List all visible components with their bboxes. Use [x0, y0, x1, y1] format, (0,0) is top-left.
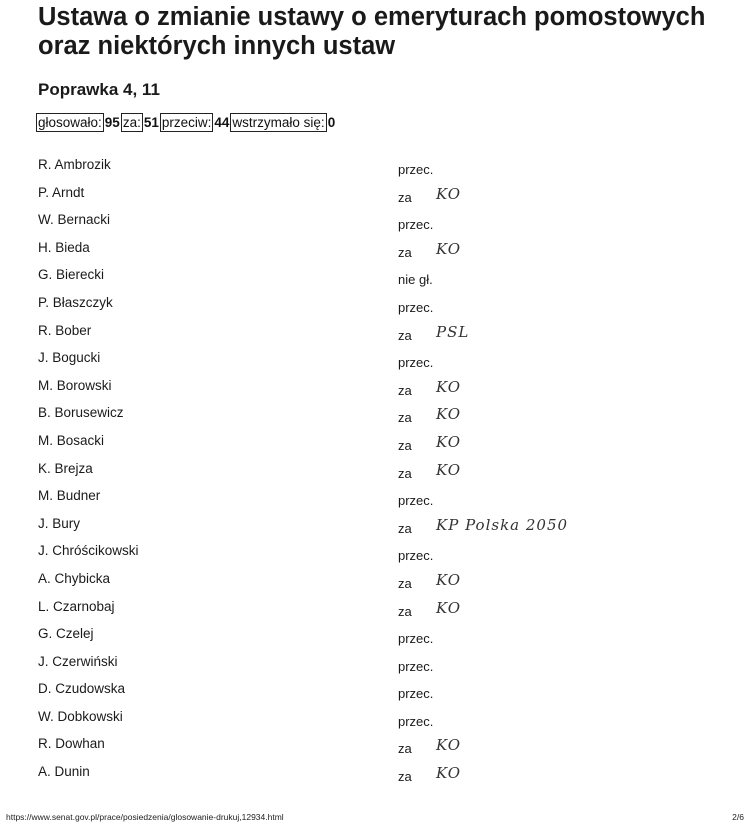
vote-value: przec.: [398, 217, 434, 233]
senator-name: J. Bury: [38, 515, 81, 531]
vote-value: za: [398, 410, 412, 426]
senator-name: R. Dowhan: [38, 736, 105, 752]
vote-row: [38, 736, 598, 764]
handwritten-club-note: KO: [436, 432, 462, 451]
against-count: 44: [214, 115, 230, 130]
senator-name: R. Ambrozik: [38, 157, 111, 172]
vote-row: [38, 212, 598, 240]
vote-list: [38, 157, 598, 792]
handwritten-club-note: KO: [436, 405, 462, 424]
vote-row: [38, 267, 598, 295]
handwritten-club-note: KO: [436, 239, 462, 258]
senator-name: R. Bober: [38, 322, 92, 338]
senator-name: P. Błaszczyk: [38, 294, 113, 310]
vote-value: za: [398, 437, 412, 453]
vote-value: przec.: [398, 162, 434, 177]
handwritten-club-note: PSL: [436, 322, 470, 341]
vote-row: [38, 764, 598, 792]
vote-value: za: [398, 769, 412, 785]
handwritten-club-note: KO: [436, 736, 462, 755]
vote-row: [38, 516, 598, 544]
senator-name: W. Dobkowski: [38, 708, 123, 724]
voted-count: 95: [104, 115, 120, 130]
vote-row: [38, 461, 598, 489]
senator-name: P. Arndt: [38, 184, 85, 200]
voted-label: głosowało:: [38, 115, 102, 130]
vote-row: [38, 295, 598, 323]
senator-name: G. Bierecki: [38, 267, 105, 283]
handwritten-club-note: KO: [436, 377, 462, 396]
vote-row: [38, 378, 598, 406]
for-count: 51: [143, 115, 159, 130]
vote-row: [38, 433, 598, 461]
vote-value: przec.: [398, 355, 434, 371]
vote-value: za: [398, 244, 412, 260]
vote-value: przec.: [398, 548, 434, 564]
vote-row: [38, 185, 598, 213]
vote-row: [38, 571, 598, 599]
vote-value: za: [398, 575, 412, 591]
senator-name: K. Brejza: [38, 460, 93, 476]
document-title: Ustawa o zmianie ustawy o emeryturach pomostowych oraz niektórych innych ustaw: [38, 3, 706, 60]
vote-value: nie gł.: [398, 272, 433, 288]
vote-row: [38, 405, 598, 433]
senator-name: J. Chróścikowski: [38, 543, 139, 559]
vote-row: [38, 681, 598, 709]
vote-summary: [36, 113, 336, 132]
vote-row: [38, 350, 598, 378]
vote-value: za: [398, 189, 412, 205]
vote-row: [38, 626, 598, 654]
abstain-label: wstrzymało się:: [232, 115, 325, 130]
vote-value: przec.: [398, 658, 434, 674]
vote-value: za: [398, 465, 412, 481]
senator-name: D. Czudowska: [38, 681, 126, 697]
vote-row: [38, 240, 598, 268]
senator-name: B. Borusewicz: [38, 405, 124, 421]
handwritten-club-note: KO: [436, 598, 462, 617]
vote-value: za: [398, 382, 412, 398]
abstain-count: 0: [327, 115, 336, 130]
senator-name: A. Dunin: [38, 764, 90, 780]
handwritten-club-note: KO: [436, 570, 462, 589]
senator-name: H. Bieda: [38, 239, 90, 255]
handwritten-club-note: KO: [436, 764, 462, 783]
against-label: przeciw:: [161, 115, 212, 130]
vote-row: [38, 488, 598, 516]
senator-name: M. Bosacki: [38, 432, 105, 448]
vote-value: za: [398, 327, 412, 343]
vote-row: [38, 599, 598, 627]
page-number: 2/6: [732, 812, 744, 822]
vote-value: przec.: [398, 493, 434, 509]
senator-name: J. Bogucki: [38, 350, 101, 366]
vote-row: [38, 543, 598, 571]
handwritten-club-note: KP Polska 2050: [436, 515, 569, 534]
handwritten-club-note: KO: [436, 184, 462, 203]
vote-value: przec.: [398, 631, 434, 647]
senator-name: M. Borowski: [38, 377, 112, 393]
vote-row: [38, 709, 598, 737]
vote-value: za: [398, 520, 412, 536]
senator-name: G. Czelej: [38, 626, 94, 642]
vote-row: [38, 323, 598, 351]
vote-row: [38, 654, 598, 682]
senator-name: J. Czerwiński: [38, 653, 118, 669]
handwritten-club-note: KO: [436, 460, 462, 479]
senator-name: L. Czarnobaj: [38, 598, 115, 614]
vote-row: [38, 157, 598, 185]
footer-url: https://www.senat.gov.pl/prace/posiedzenia/glosowanie-drukuj,12934.html: [6, 812, 284, 822]
vote-value: przec.: [398, 686, 434, 702]
vote-value: za: [398, 603, 412, 619]
senator-name: M. Budner: [38, 488, 101, 504]
senator-name: W. Bernacki: [38, 212, 111, 228]
vote-value: przec.: [398, 713, 434, 729]
amendment-heading: Poprawka 4, 11: [38, 80, 160, 99]
vote-value: przec.: [398, 299, 434, 315]
vote-value: za: [398, 741, 412, 757]
senator-name: A. Chybicka: [38, 570, 111, 586]
for-label: za:: [122, 115, 141, 130]
